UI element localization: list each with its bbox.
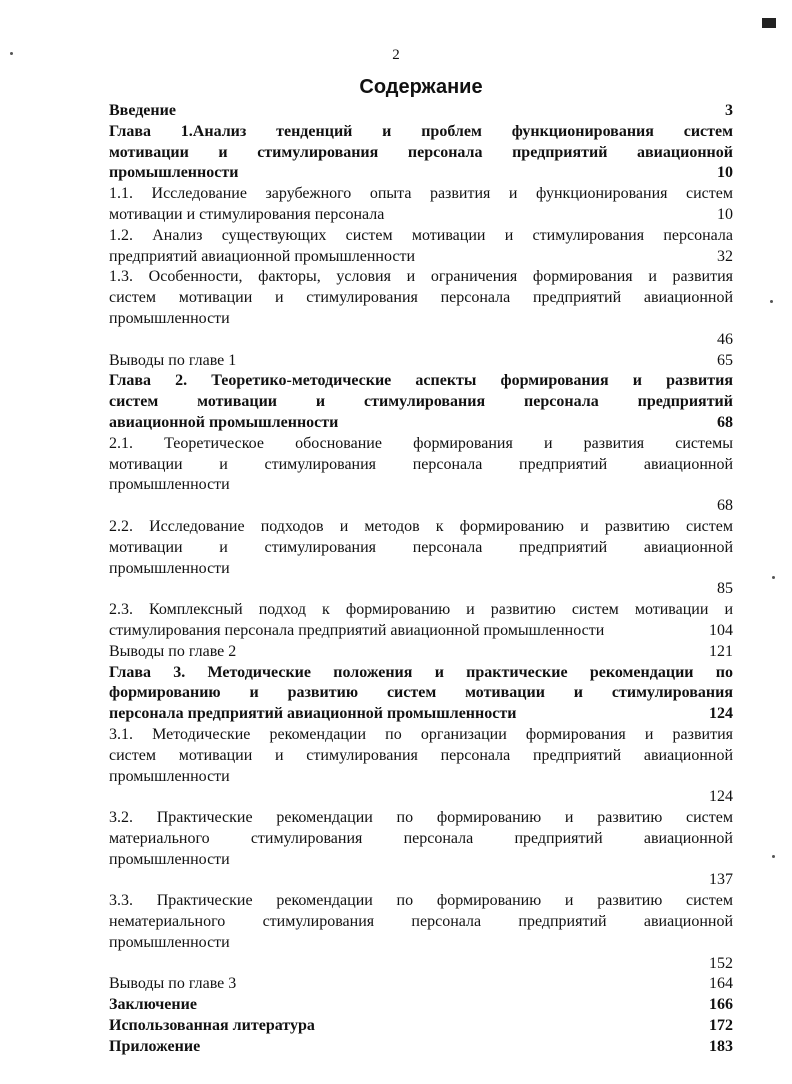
toc-entry [109,184,733,226]
toc-entry-page: 124 [709,788,733,806]
toc-entry-line: предприятий авиационной промышленности [109,247,416,265]
toc-entry-page: 124 [709,705,733,723]
toc-entry-line: мотивации и стимулирования персонала предприятий авиационной [109,455,733,473]
toc-entry [109,1016,733,1037]
toc-entry-line: 1.1. Исследование зарубежного опыта развития и функционирования систем [109,185,733,203]
toc-entry-line: 3.2. Практические рекомендации по формированию и развитию систем [109,809,733,827]
toc-entry-line: Глава 3. Методические положения и практические рекомендации по [109,663,733,681]
toc-entry [109,995,733,1016]
toc-entry [109,808,733,891]
toc-entry-line: систем мотивации и стимулирования персонала предприятий авиационной [109,746,733,764]
toc-entry [109,642,733,663]
toc-entry-title: Выводы по главе 1 [109,351,237,369]
scan-speck [770,300,773,303]
toc-entry [109,226,733,268]
toc-entry-line: авиационной промышленности [109,413,339,431]
toc-entry-line: мотивации и стимулирования персонала предприятий авиационной [109,143,733,161]
toc-entry-line: промышленности [109,476,230,494]
toc-entry-line: 2.2. Исследование подходов и методов к формированию и развитию систем [109,517,733,535]
toc-entry [109,663,733,725]
toc-entry-page: 10 [717,164,733,182]
toc-entry [109,600,733,642]
toc-entry-line: промышленности [109,933,230,951]
toc-entry-page: 172 [709,1017,733,1035]
toc-entry-title: Выводы по главе 2 [109,642,237,660]
toc-entry-page: 164 [709,975,733,993]
toc-entry-page: 3 [725,102,733,119]
toc-entry-line: промышленности [109,767,230,785]
scan-speck [772,855,775,858]
toc-entry-title: Использованная литература [109,1017,315,1035]
toc-entry [109,891,733,974]
toc-entry-line: нематериального стимулирования персонала предприятий авиационной [109,913,733,931]
toc-entry [109,267,733,350]
toc-entry [109,122,733,184]
toc-entry-page: 104 [709,621,733,639]
toc-entry-line: формированию и развитию систем мотивации и стимулирования [109,684,733,702]
page-title: Содержание [359,76,483,98]
toc-entry-line: материального стимулирования персонала предприятий авиационной [109,829,733,847]
toc-entry-page: 10 [717,205,733,223]
toc-entry [109,725,733,808]
toc-entry-line: Глава 1.Анализ тенденций и проблем функционирования систем [109,122,733,140]
toc-entry-line: промышленности [109,559,230,577]
toc-entry-page: 65 [717,351,733,369]
toc-entry-line: 1.3. Особенности, факторы, условия и ограничения формирования и развития [109,268,733,286]
toc-entry [109,101,733,122]
toc-entry-line: 1.2. Анализ существующих систем мотивации и стимулирования персонала [109,226,733,244]
toc-entry-line: 2.3. Комплексный подход к формированию и развитию систем мотивации и [109,601,733,619]
toc-entry-page: 152 [709,954,733,972]
toc-entry-title: Выводы по главе 3 [109,975,237,993]
toc-entry-line: 3.3. Практические рекомендации по формированию и развитию систем [109,892,733,910]
toc-entry-line: персонала предприятий авиационной промышленности [109,705,517,723]
toc-entry-line: промышленности [109,309,230,327]
toc-entry-line: систем мотивации и стимулирования персонала предприятий [109,393,733,411]
toc-entry [109,1037,733,1058]
toc-entry-page: 121 [709,642,733,660]
page-number: 2 [392,47,400,63]
toc-entry-line: стимулирования персонала предприятий авиационной промышленности [109,621,605,639]
toc-entry-line: мотивации и стимулирования персонала [109,205,385,223]
scan-speck [772,576,775,579]
table-of-contents [109,101,733,1058]
toc-entry-line: промышленности [109,850,230,868]
toc-entry-page: 68 [717,497,733,515]
toc-entry-title: Введение [109,102,176,119]
toc-entry-line: 2.1. Теоретическое обоснование формирования и развития системы [109,434,733,452]
toc-entry-page: 166 [709,996,733,1014]
toc-entry-line: 3.1. Методические рекомендации по организации формирования и развития [109,725,733,743]
toc-entry [109,517,733,600]
toc-entry-title: Заключение [109,996,197,1014]
toc-entry-page: 183 [709,1037,733,1055]
toc-entry-line: промышленности [109,164,239,182]
toc-entry [109,371,733,433]
toc-entry [109,974,733,995]
toc-entry [109,434,733,517]
toc-entry-page: 85 [717,580,733,598]
toc-entry-line: систем мотивации и стимулирования персонала предприятий авиационной [109,289,733,307]
toc-entry-page: 137 [709,871,733,889]
scan-corner-mark [762,18,776,28]
toc-entry-line: мотивации и стимулирования персонала предприятий авиационной [109,538,733,556]
toc-entry-page: 46 [717,330,733,348]
toc-entry-page: 32 [717,247,733,265]
toc-entry-page: 68 [717,413,733,431]
toc-entry-title: Приложение [109,1037,201,1055]
toc-entry [109,351,733,372]
toc-entry-line: Глава 2. Теоретико-методические аспекты формирования и развития [109,372,733,390]
